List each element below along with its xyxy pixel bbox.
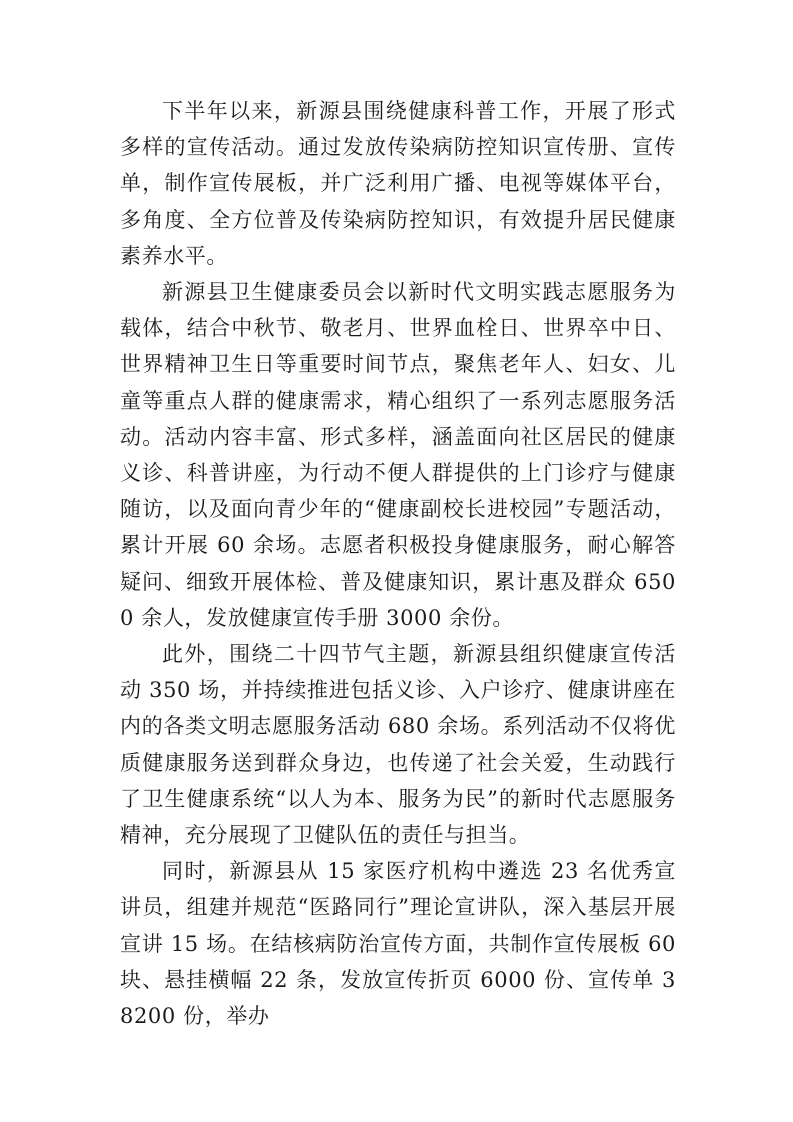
paragraph-lecture-team: 同时，新源县从 15 家医疗机构中遴选 23 名优秀宣讲员，组建并规范“医路同行”理论宣讲队，深入基层开展宣讲 15 场。在结核病防治宣传方面，共制作宣传展板 60 块、悬挂横幅 22 条，发放宣传折页 6000 份、宣传单 38200 份，举办: [120, 859, 676, 1029]
paragraph-solar-terms-activities: 此外，围绕二十四节气主题，新源县组织健康宣传活动 350 场，并持续推进包括义诊、入户诊疗、健康讲座在内的各类文明志愿服务活动 680 余场。系列活动不仅将优质健康服务送到群众身边，也传递了社会关爱，生动践行了卫生健康系统“以人为本、服务为民”的新时代志愿服务精神，充分展现了卫健队伍的责任与担当。: [120, 642, 676, 848]
paragraph-health-promotion: 下半年以来，新源县围绕健康科普工作，开展了形式多样的宣传活动。通过发放传染病防控知识宣传册、宣传单，制作宣传展板，并广泛利用广播、电视等媒体平台，多角度、全方位普及传染病防控知识，有效提升居民健康素养水平。: [120, 99, 676, 268]
paragraph-volunteer-services: 新源县卫生健康委员会以新时代文明实践志愿服务为载体，结合中秋节、敬老月、世界血栓日、世界卒中日、世界精神卫生日等重要时间节点，聚焦老年人、妇女、儿童等重点人群的健康需求，精心组织了一系列志愿服务活动。活动内容丰富、形式多样，涵盖面向社区居民的健康义诊、科普讲座，为行动不便人群提供的上门诊疗与健康随访，以及面向青少年的“健康副校长进校园”专题活动，累计开展 60 余场。志愿者积极投身健康服务，耐心解答疑问、细致开展体检、普及健康知识，累计惠及群众 6500 余人，发放健康宣传手册 3000 余份。: [120, 280, 676, 630]
document-body: [120, 93, 676, 1034]
